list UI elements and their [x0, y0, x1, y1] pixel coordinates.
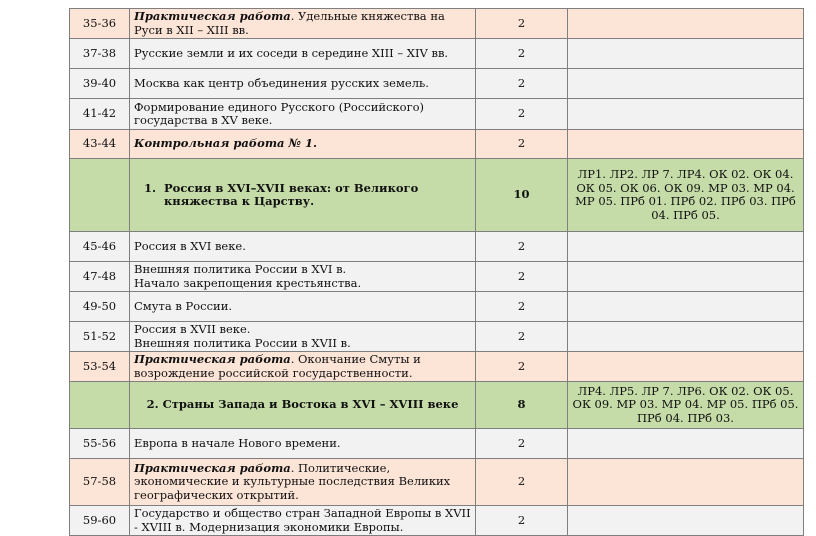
table-row [70, 322, 804, 352]
section-title: Россия в XVI–XVII веках: от Великого княжества к Царству. [164, 180, 419, 208]
work-type: Практическая работа [134, 352, 291, 366]
lesson-number: 59-60 [70, 506, 130, 536]
topic-text: . Удельные княжества на Руси в XII – XIII вв. [134, 9, 445, 37]
hours: 2 [476, 292, 568, 322]
lesson-topic: Русские земли и их соседи в середине XIII – XIV вв. [130, 39, 476, 69]
hours: 2 [476, 262, 568, 292]
work-type: Практическая работа [134, 460, 291, 475]
table-row [70, 429, 804, 459]
competencies [568, 99, 804, 130]
section-hours: 8 [476, 382, 568, 429]
lesson-number: 57-58 [70, 459, 130, 506]
topic-line: Внешняя политика России в XVI в. [134, 262, 347, 276]
work-type: Контрольная работа № 1. [134, 136, 317, 151]
hours: 2 [476, 459, 568, 506]
topic-line: Начало закрепощения крестьянства. [134, 275, 362, 290]
topic-line: Россия в XVII веке. [134, 322, 251, 336]
competencies [568, 69, 804, 99]
lesson-topic: Россия в XVI веке. [130, 232, 476, 262]
section-number-cell [70, 159, 130, 232]
lesson-topic [130, 9, 476, 39]
topic-text: . Политические, экономические и культурные последствия Великих географических открытий. [134, 460, 451, 502]
lesson-topic: Государство и общество стран Западной Европы в XVII - XVIII в. Модернизация экономики Европы. [130, 506, 476, 536]
lesson-number: 47-48 [70, 262, 130, 292]
lesson-topic: Смута в России. [130, 292, 476, 322]
section-hours: 10 [476, 159, 568, 232]
table-row [70, 352, 804, 382]
hours: 2 [476, 99, 568, 130]
hours: 2 [476, 69, 568, 99]
lesson-topic: Формирование единого Русского (Российского) государства в XV веке. [130, 99, 476, 130]
lesson-number: 41-42 [70, 99, 130, 130]
topic-line: Внешняя политика России в XVII в. [134, 335, 351, 350]
lesson-topic [130, 262, 476, 292]
competencies [568, 232, 804, 262]
competencies [568, 506, 804, 536]
hours: 2 [476, 322, 568, 352]
lesson-topic [130, 322, 476, 352]
hours: 2 [476, 39, 568, 69]
section-competencies: ЛР4. ЛР5. ЛР 7. ЛР6. ОК 02. ОК 05. ОК 09. МР 03. МР 04. МР 05. ПРб 05. ПРб 04. ПРб 03. [568, 382, 804, 429]
competencies [568, 322, 804, 352]
table-row [70, 292, 804, 322]
section-title: 2. Страны Запада и Востока в XVI – XVIII веке [130, 382, 476, 429]
competencies [568, 292, 804, 322]
table-row [70, 232, 804, 262]
lesson-topic [130, 130, 476, 159]
table-row [70, 69, 804, 99]
competencies [568, 39, 804, 69]
lesson-number: 39-40 [70, 69, 130, 99]
competencies [568, 459, 804, 506]
competencies [568, 9, 804, 39]
table-row [70, 39, 804, 69]
table-row [70, 506, 804, 536]
lesson-number: 35-36 [70, 9, 130, 39]
table-row [70, 262, 804, 292]
hours: 2 [476, 429, 568, 459]
competencies [568, 429, 804, 459]
section-title-cell [130, 159, 476, 232]
hours: 2 [476, 232, 568, 262]
lesson-topic: Европа в начале Нового времени. [130, 429, 476, 459]
table-row [70, 99, 804, 130]
lesson-number: 43-44 [70, 130, 130, 159]
topic-text: . Окончание Смуты и возрождение российской государственности. [134, 352, 421, 380]
hours: 2 [476, 130, 568, 159]
lesson-number: 55-56 [70, 429, 130, 459]
lesson-topic [130, 459, 476, 506]
section-number-cell [70, 382, 130, 429]
lesson-topic: Москва как центр объединения русских земель. [130, 69, 476, 99]
lesson-number: 49-50 [70, 292, 130, 322]
lesson-number: 53-54 [70, 352, 130, 382]
lesson-number: 51-52 [70, 322, 130, 352]
competencies [568, 130, 804, 159]
section-row [70, 382, 804, 429]
section-row [70, 159, 804, 232]
table-row [70, 9, 804, 39]
competencies [568, 352, 804, 382]
lesson-number: 45-46 [70, 232, 130, 262]
section-competencies: ЛР1. ЛР2. ЛР 7. ЛР4. ОК 02. ОК 04. ОК 05. ОК 06. ОК 09. МР 03. МР 04. МР 05. ПРб 01. ПРб 02. ПРб 03. ПРб 04. ПРб 05. [568, 159, 804, 232]
lesson-number: 37-38 [70, 39, 130, 69]
work-type: Практическая работа [134, 9, 291, 23]
table-row [70, 459, 804, 506]
lesson-topic [130, 352, 476, 382]
section-number: 1. [144, 180, 157, 195]
hours: 2 [476, 506, 568, 536]
hours: 2 [476, 352, 568, 382]
table-row [70, 130, 804, 159]
competencies [568, 262, 804, 292]
hours: 2 [476, 9, 568, 39]
curriculum-table [69, 8, 804, 536]
